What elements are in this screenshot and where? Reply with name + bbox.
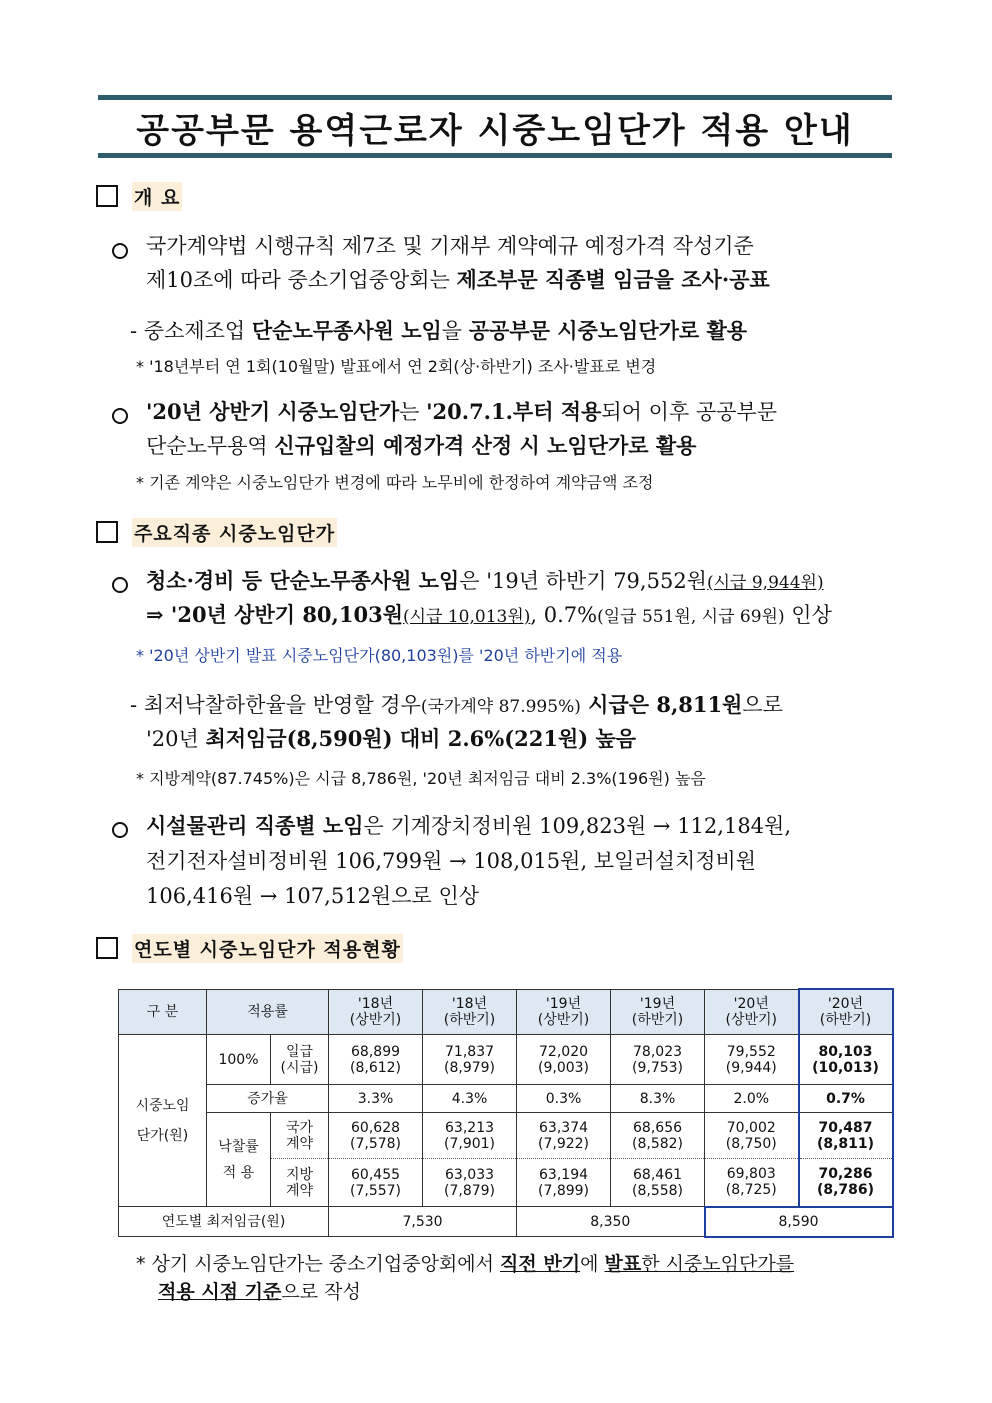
overview-note-1: * '18년부터 연 1회(10월말) 발표에서 연 2회(상·하반기) 조사·발표로 변경 [136, 357, 657, 376]
bullet-circle-icon [112, 577, 128, 593]
table-cell: 69,803 (8,725) [705, 1159, 799, 1207]
rate-100: 100% [207, 1035, 271, 1085]
overview-p1-line2: 제10조에 따라 중소기업중앙회는 제조부문 직종별 임금을 조사·공표 [146, 267, 770, 292]
bullet-circle-icon [112, 822, 128, 838]
table-cell: 60,455 (7,557) [329, 1159, 423, 1207]
major-dash-line1: - 최저낙찰하한율을 반영할 경우(국가계약 87.995%) 시급은 8,811원으로 [130, 692, 783, 717]
national-label: 국가 계약 [271, 1113, 329, 1159]
table-cell-current: 80,103 (10,013) [799, 1035, 893, 1085]
title-block [98, 95, 892, 159]
table-cell: 7,530 [329, 1207, 517, 1237]
table-cell: 71,837 (8,979) [423, 1035, 517, 1085]
title-top-rule [98, 95, 892, 100]
bid-rate-label: 낙찰률 적 용 [207, 1113, 271, 1207]
header-period: '20년 (상반기) [705, 989, 799, 1035]
bullet-circle-icon [112, 243, 128, 259]
table-cell: 63,374 (7,922) [517, 1113, 611, 1159]
major-p2-line3: 106,416원 → 107,512원으로 인상 [146, 884, 480, 908]
local-label: 지방 계약 [271, 1159, 329, 1207]
section-title: 주요직종 시중노임단가 [132, 518, 337, 547]
table-cell: 68,656 (8,582) [611, 1113, 705, 1159]
section-overview [96, 181, 182, 211]
table-row-national [119, 1113, 893, 1159]
table-header-row [119, 989, 893, 1035]
table-cell: 2.0% [705, 1085, 799, 1113]
overview-dash-item: - 중소제조업 단순노무종사원 노임을 공공부문 시중노임단가로 활용 [130, 318, 748, 343]
header-period-current: '20년 (하반기) [799, 989, 893, 1035]
table-cell: 4.3% [423, 1085, 517, 1113]
header-rate: 적용률 [207, 989, 329, 1035]
min-wage-label: 연도별 최저임금(원) [119, 1207, 329, 1237]
header-gubun: 구 분 [119, 989, 207, 1035]
overview-p1-line1: 국가계약법 시행규칙 제7조 및 기재부 계약예규 예정가격 작성기준 [146, 234, 754, 258]
footnote-line2: 적용 시점 기준으로 작성 [158, 1281, 361, 1303]
title-bottom-rule [98, 153, 892, 158]
table-cell-current: 8,590 [705, 1207, 893, 1237]
table-cell-current: 70,487 (8,811) [799, 1113, 893, 1159]
overview-note-2: * 기존 계약은 시중노임단가 변경에 따라 노무비에 한정하여 계약금액 조정 [136, 473, 654, 492]
table-cell: 70,002 (8,750) [705, 1113, 799, 1159]
row-label-price: 시중노임 단가(원) [119, 1035, 207, 1207]
table-cell: 68,899 (8,612) [329, 1035, 423, 1085]
table-cell: 79,552 (9,944) [705, 1035, 799, 1085]
major-p2-line1: 시설물관리 직종별 노임은 기계장치정비원 109,823원 → 112,184원, [146, 813, 791, 838]
table-cell: 78,023 (9,753) [611, 1035, 705, 1085]
section-major-jobs [96, 517, 337, 547]
table-cell: 60,628 (7,578) [329, 1113, 423, 1159]
table-cell: 8,350 [517, 1207, 705, 1237]
table-cell: 0.3% [517, 1085, 611, 1113]
table-cell-current: 70,286 (8,786) [799, 1159, 893, 1207]
header-period: '18년 (상반기) [329, 989, 423, 1035]
overview-p2-line2: 단순노무용역 신규입찰의 예정가격 산정 시 노임단가로 활용 [146, 433, 697, 458]
section-yearly-status [96, 933, 403, 963]
bullet-circle-icon [112, 408, 128, 424]
table-cell: 3.3% [329, 1085, 423, 1113]
major-p2-line2: 전기전자설비정비원 106,799원 → 108,015원, 보일러설치정비원 [146, 849, 757, 873]
overview-p2-line1: '20년 상반기 시중노임단가는 '20.7.1.부터 적용되어 이후 공공부문 [146, 399, 778, 424]
major-p1-line2: ⇒ '20년 상반기 80,103원(시급 10,013원), 0.7%(일급 551원, 시급 69원) 인상 [146, 602, 832, 627]
table-cell: 72,020 (9,003) [517, 1035, 611, 1085]
major-note-2: * 지방계약(87.745%)은 시급 8,786원, '20년 최저임금 대비 2.3%(196원) 높음 [136, 769, 706, 788]
footnote-line1: * 상기 시중노임단가는 중소기업중앙회에서 직전 반기에 발표한 시중노임단가를 [136, 1253, 795, 1275]
table-row-minwage [119, 1207, 893, 1237]
table-cell: 63,194 (7,899) [517, 1159, 611, 1207]
major-note-1: * '20년 상반기 발표 시중노임단가(80,103원)를 '20년 하반기에 적용 [136, 646, 623, 665]
major-dash-line2: '20년 최저임금(8,590원) 대비 2.6%(221원) 높음 [146, 726, 637, 751]
checkbox-square-icon [96, 521, 118, 543]
section-title: 개 요 [132, 182, 182, 211]
section-title: 연도별 시중노임단가 적용현황 [132, 934, 403, 963]
header-period: '19년 (하반기) [611, 989, 705, 1035]
major-p1-line1: 청소·경비 등 단순노무종사원 노임은 '19년 하반기 79,552원(시급 9,944원) [146, 568, 824, 593]
header-period: '18년 (하반기) [423, 989, 517, 1035]
table-row-daily [119, 1035, 893, 1085]
checkbox-square-icon [96, 937, 118, 959]
table-cell: 8.3% [611, 1085, 705, 1113]
table-row-increase [119, 1085, 893, 1113]
rate-table [118, 988, 894, 1238]
increase-label: 증가율 [207, 1085, 329, 1113]
table-cell: 68,461 (8,558) [611, 1159, 705, 1207]
daily-label: 일급 (시급) [271, 1035, 329, 1085]
page-title: 공공부문 용역근로자 시중노임단가 적용 안내 [136, 111, 854, 151]
table-cell: 63,033 (7,879) [423, 1159, 517, 1207]
checkbox-square-icon [96, 185, 118, 207]
table-cell: 63,213 (7,901) [423, 1113, 517, 1159]
header-period: '19년 (상반기) [517, 989, 611, 1035]
table-cell-current: 0.7% [799, 1085, 893, 1113]
